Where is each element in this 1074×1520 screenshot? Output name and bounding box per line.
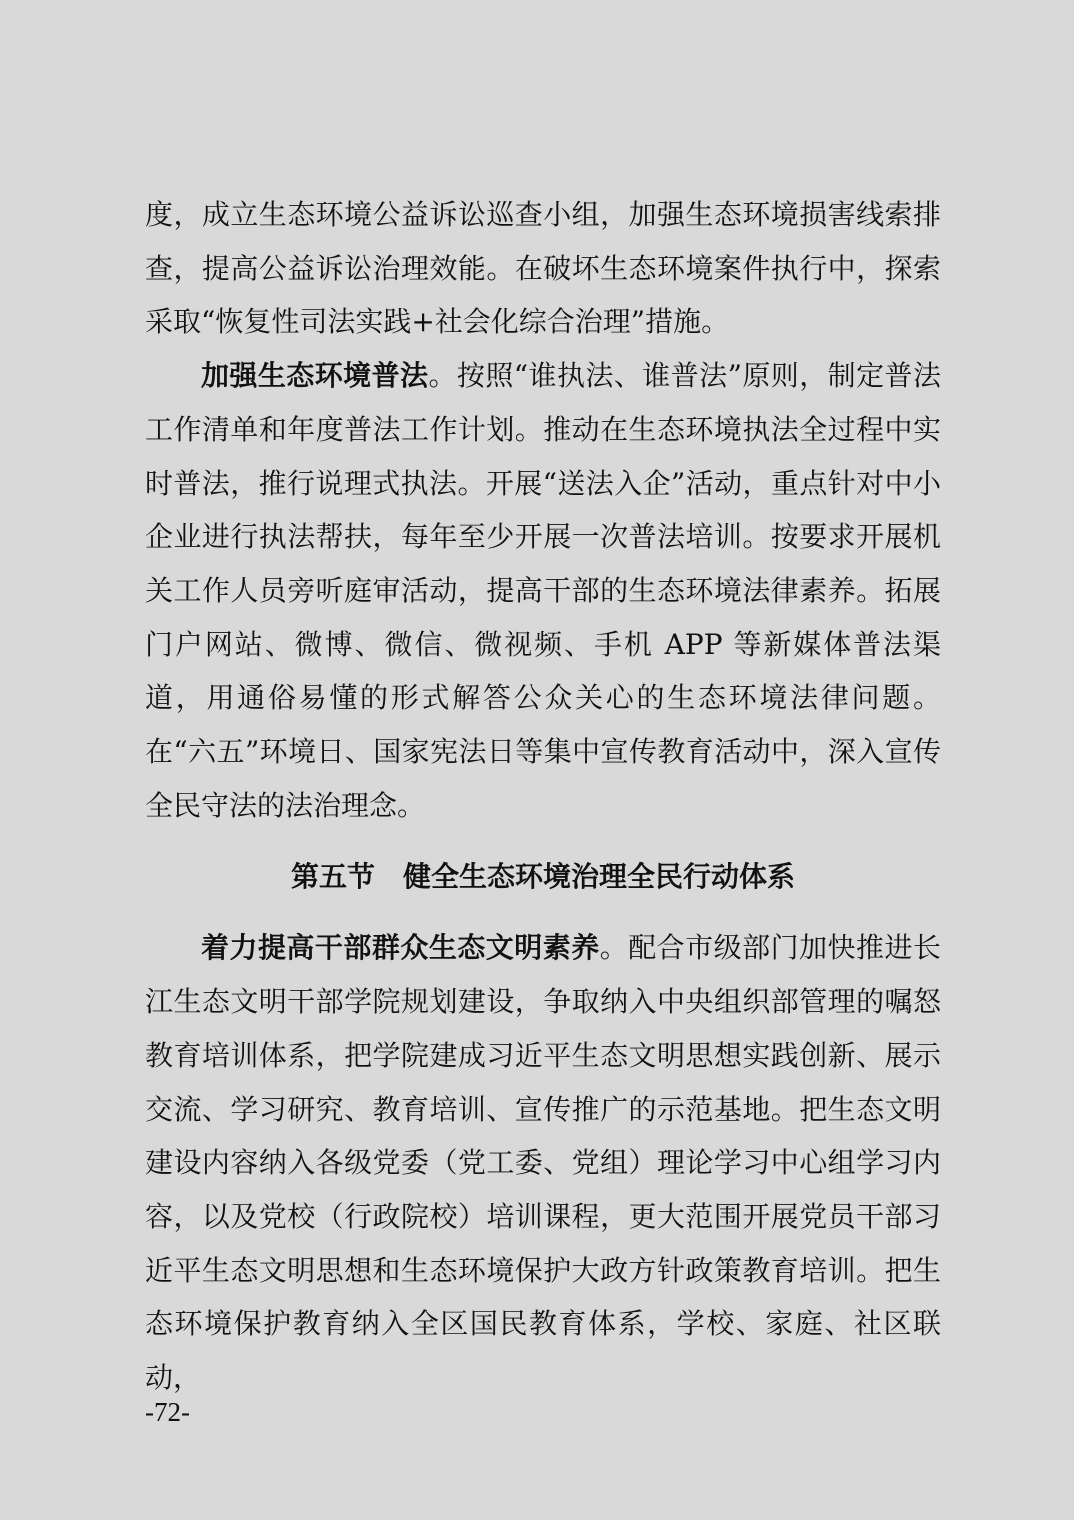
section-number: 第五节 <box>290 860 375 894</box>
paragraph-body: 。按照“谁执法、谁普法”原则，制定普法工作清单和年度普法工作计划。推动在生态环境执法全过程中实时普法，推行说理式执法。开展“送法入企”活动，重点针对中小企业进行执法帮扶，每年至少开展一次普法培训。按要求开展机关工作人员旁听庭审活动，提高干部的生态环境法律素养。拓展门户网站、微博、微信、微视频、手机 APP 等新媒体普法渠道，用通俗易懂的形式解答公众关心的生态环境法律问题。在“六五”环境日、国家宪法日等集中宣传教育活动中，深入宣传全民守法的法治理念。 <box>145 359 941 822</box>
body-text <box>145 188 941 1405</box>
section-heading <box>145 832 941 921</box>
paragraph-body: 。配合市级部门加快推进长江生态文明干部学院规划建设，争取纳入中央组织部管理的嘱怒教育培训体系，把学院建成习近平生态文明思想实践创新、展示交流、学习研究、教育培训、宣传推广的示范基地。把生态文明建设内容纳入各级党委（党工委、党组）理论学习中心组学习内容，以及党校（行政院校）培训课程，更大范围开展党员干部习近平生态文明思想和生态环境保护大政方针政策教育培训。把生态环境保护教育纳入全区国民教育体系，学校、家庭、社区联动， <box>145 931 941 1395</box>
paragraph-cadre-literacy <box>145 921 941 1404</box>
paragraph-ecological-law-education <box>145 349 941 832</box>
page-number: -72- <box>145 1397 190 1427</box>
section-title: 健全生态环境治理全民行动体系 <box>403 860 796 894</box>
paragraph-lead-heading: 着力提高干部群众生态文明素养 <box>201 931 600 965</box>
paragraph-continued: 度，成立生态环境公益诉讼巡查小组，加强生态环境损害线索排查，提高公益诉讼治理效能。在破坏生态环境案件执行中，探索采取“恢复性司法实践+社会化综合治理”措施。 <box>145 198 941 339</box>
paragraph-lead-heading: 加强生态环境普法 <box>201 359 429 393</box>
